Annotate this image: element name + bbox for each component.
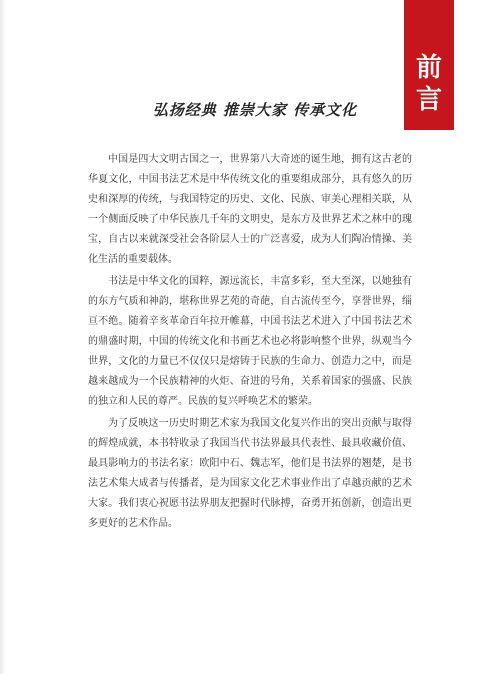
preface-tab-char-2: 言 xyxy=(415,85,442,115)
preface-tab-char-1: 前 xyxy=(415,53,442,83)
preface-body xyxy=(88,150,412,536)
preface-side-tab xyxy=(404,0,454,130)
page-binding-edge xyxy=(0,0,6,674)
paragraph-1: 中国是四大文明古国之一，世界第八大奇迹的诞生地，拥有这古老的华夏文化，中国书法艺术是中华传统文化的重要组成部分，具有悠久的历史和深厚的传统，与我国特定的历史、文化、民族、审美心理相关联，从一个侧面反映了中华民族几千年的文明史，是东方及世界艺术之林中的瑰宝，自古以来就深受社会各阶层人士的广泛喜爱，成为人们陶冶情操、美化生活的重要载体。 xyxy=(88,154,412,265)
paragraph-2: 书法是中华文化的国粹，源远流长，丰富多彩，至大至深，以她独有的东方气质和神韵，堪称世界艺苑的奇葩，自古流传至今，享誉世界，缁亘不绝。随着辛亥革命百年拉开帷幕，中国书法艺术进入了中国书法艺术的鼎盛时期，中国的传统文化和书画艺术也必将影响整个世界，纵观当今世界，文化的力量已不仅仅只是熔铸于民族的生命力、创造力之中，而是越来越成为一个民族精神的火炬、奋进的号角，关系着国家的强盛、民族的独立和人民的尊严。民族的复兴呼唤艺术的繁荣。 xyxy=(88,276,412,407)
page-headline: 弘扬经典 推崇大家 传承文化 xyxy=(152,101,358,119)
paragraph-3: 为了反映这一历史时期艺术家为我国文化复兴作出的突出贡献与取得的辉煌成就，本书特收录了我国当代书法界最具代表性、最具收藏价值、最具影响力的书法名家：欧阳中石、魏志军，他们是书法界的翘楚，是书法艺术集大成者与传播者，是为国家文化艺术事业作出了卓越贡献的艺术大家。我们衷心祝愿书法界朋友把握时代脉搏，奋勇开拓创新，创造出更多更好的艺术作品。 xyxy=(88,418,412,529)
